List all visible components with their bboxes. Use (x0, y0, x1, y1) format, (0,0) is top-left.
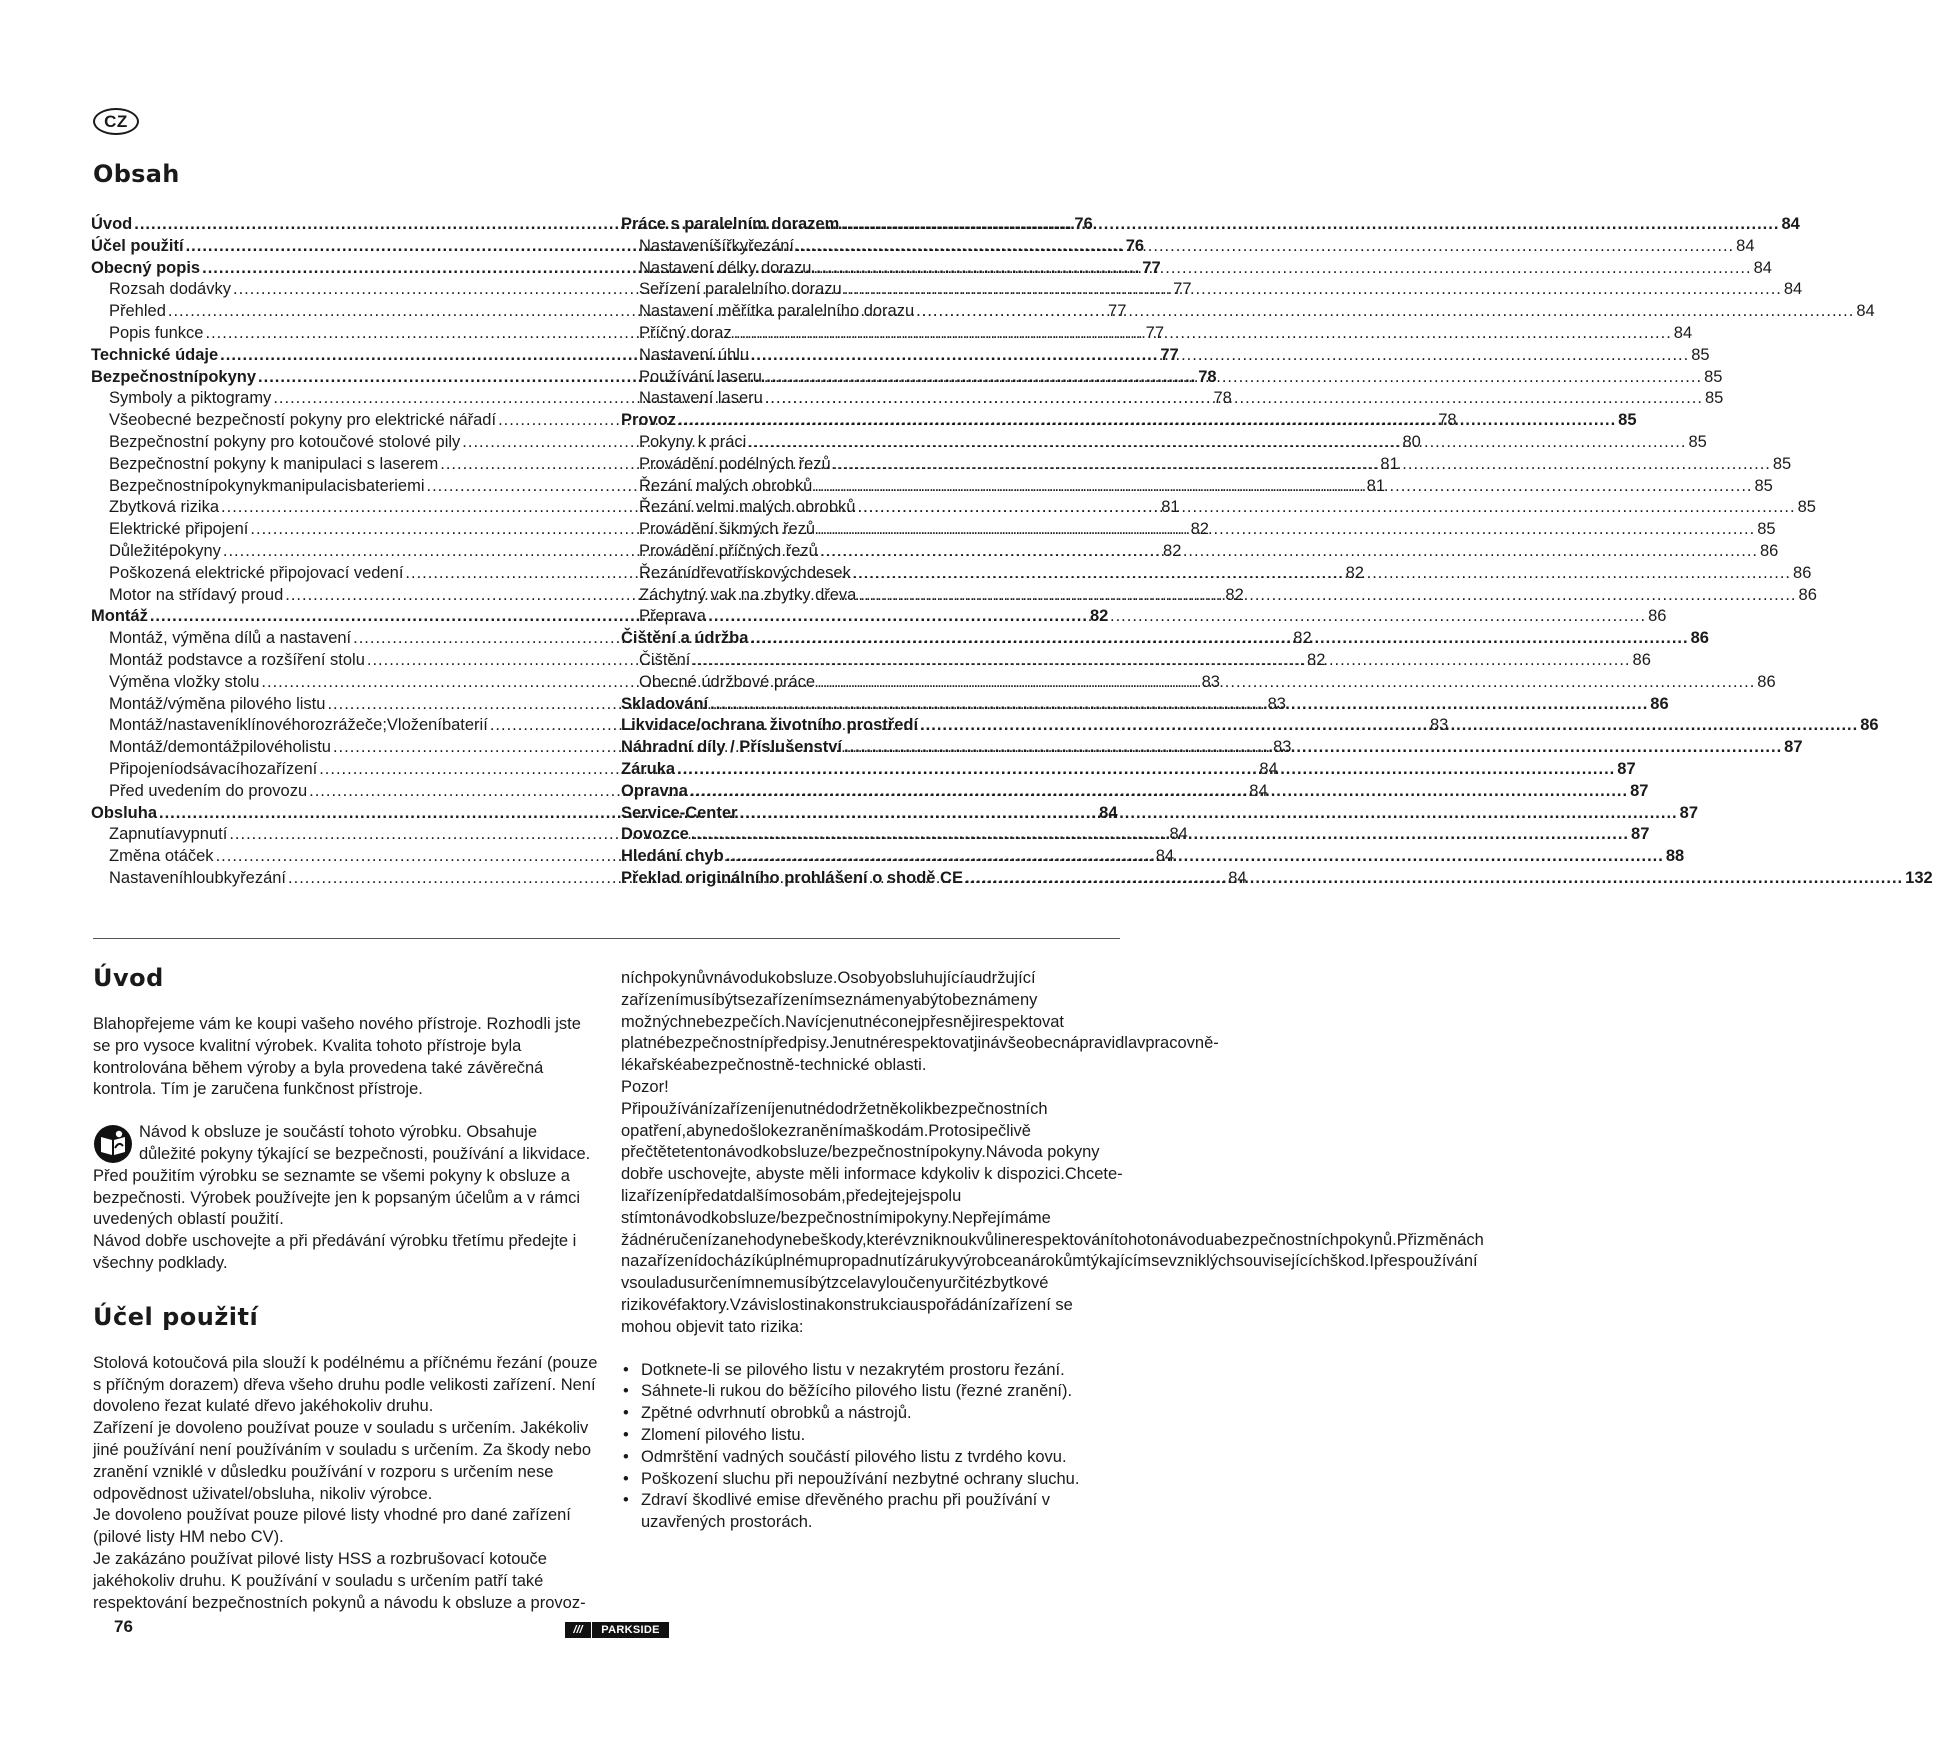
toc-leader-dots (817, 519, 1755, 541)
toc-entry-label: Service-Center (621, 803, 738, 822)
toc-entry-page: 87 (1631, 825, 1650, 844)
toc-entry-page: 86 (1760, 541, 1779, 560)
toc-entry-page: 85 (1704, 367, 1723, 386)
toc-leader-dots (748, 432, 1686, 454)
toc-entry-label: Dovozce (621, 825, 689, 844)
toc-leader-dots (678, 410, 1616, 432)
toc-entry-label: Překlad originálního prohlášení o shodě CE (621, 868, 963, 887)
toc-entry-label: Obecný popis (91, 258, 201, 277)
toc-entry-label: Řezání velmi malých obrobků (639, 498, 856, 517)
toc-entry-label: Řezání malých obrobků (639, 476, 813, 495)
toc-entry-page: 82 (1345, 563, 1364, 582)
toc-entry-page: 87 (1784, 738, 1803, 757)
toc-entry-label: Výměna vložky stolu (109, 672, 260, 691)
toc-entry[interactable] (621, 301, 1875, 323)
toc-entry-label: Technické údaje (91, 345, 219, 364)
instruction-note (93, 1122, 598, 1275)
toc-entry-label: Provoz (621, 411, 677, 430)
toc-entry-page: 83 (1201, 672, 1220, 691)
toc-entry-label: Montáž (91, 607, 148, 626)
toc-entry-page: 78 (1438, 411, 1457, 430)
toc-leader-dots (690, 781, 1628, 803)
toc-entry-page: 82 (1089, 607, 1109, 626)
toc-entry-label: Změna otáček (109, 847, 214, 866)
toc-entry-label: Rozsah dodávky (109, 280, 231, 299)
risk-item-text: Odmrštění vadných součástí pilového listu z tvrdého kovu. (641, 1447, 1067, 1466)
toc-entry-label: Přeprava (639, 607, 706, 626)
toc-entry-page: 85 (1688, 432, 1707, 451)
toc-entry-label: Likvidace/ochrana životního prostředí (621, 716, 919, 735)
toc-entry-page: 85 (1797, 498, 1816, 517)
toc-entry-page: 86 (1648, 607, 1667, 626)
ucel-p4: Je zakázáno používat pilové listy HSS a rozbrušovací kotouče jakéhokoliv druhu. K používání v souladu s určením patří také respektování bezpečnostních pokynů a návodu k obsluze a provoz- (93, 1549, 586, 1612)
toc-entry[interactable] (621, 803, 1698, 825)
risk-item (621, 1425, 1126, 1447)
toc-entry-page: 85 (1704, 389, 1724, 408)
risk-item-text: Sáhnete-li rukou do běžícího pilového listu (řezné zranění). (641, 1382, 1073, 1401)
toc-entry-page: 132 (1905, 868, 1933, 887)
toc-entry-label: Řezánídřevotřískovýchdesek (639, 563, 851, 582)
bullet-icon: • (623, 1382, 629, 1401)
toc-entry-page: 77 (1142, 258, 1161, 277)
toc-entry[interactable] (621, 214, 1800, 236)
right-p2: Připoužívánízařízeníjenutnédodržetněkolikbezpečnostních opatření,abynedošlokezraněnímaškodám.Protosipečlivě přečtětetentonávodkobsluze/bezpečnostnípokyny.Návoda pokyny dobře uschovejte, abyste měli informace kdykoliv k dispozici.Chcete-lizařízenípředatdalšímosobám,předejtejejspolu stímtonávodkobsluze/bezpečnostnímipokyny.Nepřejímáme žádnéručenízanehodynebeškody,kterévzniknoukvůlinerespektovánítohotonávoduabezpečnostníchpokynů.Přizměnách nazařízenídocházíkúplnémupropadnutízárukyvýrobceanárokůmtýkajícímsevzniklýchsouvisejícíchškod.Ipřespoužívání vsouladusurčenímnemusíbýtzcelavyloučenyurčitézbytkové rizikovéfaktory.Vzávislostinakonstrukciauspořádánízařízení se mohou objevit tato rizika: (621, 1099, 1484, 1336)
toc-entry-label: Příčný doraz (639, 323, 732, 342)
logo-text: PARKSIDE (591, 1622, 669, 1638)
toc-entry-page: 85 (1772, 454, 1792, 473)
uvod-intro: Blahopřejeme vám ke koupi vašeho nového přístroje. Rozhodli jste se pro vysoce kvalitní výrobek. Kvalita tohoto přístroje byla kontrolována během výroby a byla provedena také závěrečná kontrola. Tím je zaručena funkčnost přístroje. (93, 1015, 581, 1099)
ucel-p2: Zařízení je dovoleno používat pouze v souladu s určením. Jakékoliv jiné používání není používáním v souladu s určením. Za škody nebo zranění vzniklé v důsledku používání v rozporu s určením nese odpovědnost uživatel/obsluha, nikoliv výrobce. (93, 1419, 592, 1503)
toc-entry-label: Obecné údržbové práce (639, 672, 816, 691)
toc-leader-dots (677, 759, 1615, 781)
toc-entry-label: Motor na střídavý proud (109, 585, 284, 604)
toc-entry[interactable] (621, 606, 1667, 628)
toc-entry-page: 84 (1753, 258, 1772, 277)
toc-entry-page: 85 (1618, 411, 1637, 430)
ucel-p3: Je dovoleno používat pouze pilové listy vhodné pro dané zařízení (pilové listy HM nebo CV). (93, 1506, 571, 1547)
toc-entry-label: Důležitépokyny (109, 541, 221, 560)
toc-entry-label: Montáž/výměna pilového listu (109, 694, 326, 713)
toc-entry-label: Zbytková rizika (109, 498, 220, 517)
risk-item (621, 1360, 1126, 1382)
toc-entry-page: 84 (1169, 825, 1188, 844)
toc-entry-label: Montáž/nastaveníklínovéhorozrážeče;Vloženíbaterií (109, 716, 488, 735)
toc-entry-page: 84 (1736, 236, 1755, 255)
logo-slashes: /// (565, 1622, 591, 1638)
toc-leader-dots (751, 345, 1689, 367)
toc-leader-dots (710, 694, 1648, 716)
toc-entry-page: 84 (1259, 759, 1278, 778)
toc-entry-label: Čištění a údržba (621, 629, 749, 648)
page-number: 76 (114, 1617, 133, 1636)
toc-entry-page: 84 (1783, 280, 1803, 299)
risk-item-text: Zdraví škodlivé emise dřevěného prachu při používání v uzavřených prostorách. (641, 1491, 1051, 1532)
risk-item (621, 1469, 1126, 1491)
toc-entry-page: 77 (1108, 302, 1127, 321)
toc-leader-dots (820, 541, 1758, 563)
toc-entry-page: 77 (1145, 323, 1164, 342)
toc-entry-page: 84 (1099, 803, 1118, 822)
toc-entry-page: 84 (1249, 781, 1268, 800)
toc-entry-page: 82 (1307, 650, 1326, 669)
toc-leader-dots (691, 824, 1629, 846)
right-pozor: Pozor! (621, 1077, 669, 1096)
toc-leader-dots (796, 236, 1734, 258)
bullet-icon: • (623, 1360, 629, 1379)
toc-entry-page: 77 (1173, 280, 1192, 299)
toc-entry-page: 81 (1366, 476, 1386, 495)
heading-uvod: Úvod (93, 964, 164, 992)
bullet-icon: • (623, 1404, 629, 1423)
toc-entry-label: Seřízení paralelního dorazu (639, 280, 842, 299)
toc-entry-page: 82 (1190, 520, 1209, 539)
toc-entry-page: 76 (1074, 215, 1093, 233)
toc-entry-page: 77 (1160, 345, 1179, 364)
toc-entry-page: 87 (1617, 759, 1636, 778)
ucel-p1: Stolová kotoučová pila slouží k podélnému a příčnému řezání (pouze s příčným dorazem) dřeva všeho druhu podle velikosti zařízení. Není dovoleno řezat kulaté dřevo jakéhokoliv druhu. (93, 1353, 598, 1416)
toc-entry-label: Záruka (621, 759, 676, 778)
toc-entry-label: Symboly a piktogramy (109, 389, 272, 408)
toc-entry-label: Poškozená elektrické připojovací vedení (109, 563, 404, 582)
toc-entry-label: Nastavení délky dorazu (639, 258, 812, 277)
bullet-icon: • (623, 1425, 629, 1444)
toc-entry-label: Přehled (109, 302, 166, 321)
toc-entry-page: 85 (1754, 476, 1773, 495)
brand-logo (565, 1622, 669, 1638)
toc-entry-page: 84 (1781, 215, 1800, 233)
toc-entry-label: Nastaveníhloubkyřezání (109, 868, 287, 887)
toc-entry-label: Připojeníodsávacíhozařízení (109, 759, 318, 778)
toc-leader-dots (750, 628, 1688, 650)
toc-entry-page: 83 (1267, 694, 1286, 713)
risk-item-text: Zlomení pilového listu. (641, 1425, 806, 1444)
toc-leader-dots (813, 258, 1751, 280)
toc-title: Obsah (93, 160, 180, 188)
toc-entry-page: 81 (1380, 454, 1399, 473)
toc-entry-page: 83 (1273, 738, 1292, 757)
toc-entry-label: Skladování (621, 694, 709, 713)
toc-leader-dots (726, 846, 1664, 868)
toc-entry-label: Účel použití (91, 236, 184, 255)
toc-entry-page: 84 (1856, 302, 1875, 321)
toc-leader-dots (814, 476, 1752, 498)
toc-entry-page: 86 (1860, 716, 1879, 735)
toc-entry-page: 87 (1630, 781, 1649, 800)
toc-leader-dots (765, 388, 1703, 410)
toc-leader-dots (708, 606, 1646, 628)
toc-entry-label: Provádění podélných řezů (639, 454, 831, 473)
toc-entry-label: Bezpečnostní pokyny k manipulaci s laserem (109, 454, 439, 473)
toc-leader-dots (817, 672, 1755, 694)
toc-entry-label: Pokyny k práci (639, 432, 747, 451)
toc-entry-page: 88 (1665, 847, 1685, 866)
toc-entry-label: Nastaveníšířkyřezání (639, 236, 794, 255)
toc-leader-dots (734, 323, 1672, 345)
toc-entry-label: Nastavení laseru (639, 389, 763, 408)
toc-entry-page: 87 (1679, 803, 1698, 822)
toc-entry-label: Bezpečnostnípokynykmanipulacisbateriemi (109, 476, 425, 495)
toc-entry-page: 82 (1293, 629, 1312, 648)
toc-leader-dots (844, 279, 1782, 301)
toc-leader-dots (841, 214, 1779, 236)
risk-list (621, 1360, 1126, 1534)
toc-entry-label: Montáž podstavce a rozšíření stolu (109, 650, 365, 669)
toc-entry-label: Záchytný vak na zbytky dřeva (639, 585, 857, 604)
right-text-column (621, 968, 1484, 1534)
toc-entry-page: 86 (1632, 650, 1651, 669)
risk-item (621, 1447, 1126, 1469)
toc-entry-page: 86 (1650, 694, 1669, 713)
risk-item (621, 1403, 1126, 1425)
toc-leader-dots (764, 367, 1702, 389)
left-text-column (93, 964, 598, 1614)
toc-entry-label: Práce s paralelním dorazem (621, 215, 840, 233)
toc-entry-page: 84 (1673, 323, 1693, 342)
bullet-icon: • (623, 1469, 629, 1488)
toc-entry-label: Bezpečnostní pokyny pro kotoučové stolové pily (109, 432, 461, 451)
toc-leader-dots (920, 715, 1858, 737)
toc-entry-label: Všeobecné bezpečností pokyny pro elektrické nářadí (109, 411, 497, 430)
toc-entry-page: 82 (1225, 585, 1244, 604)
toc-entry-label: Montáž, výměna dílů a nastavení (109, 629, 352, 648)
risk-item (621, 1381, 1126, 1403)
toc-entry-label: Hledání chyb (621, 847, 724, 866)
toc-entry-label: Provádění šikmých řezů (639, 520, 816, 539)
language-badge: CZ (93, 108, 139, 135)
toc-leader-dots (853, 563, 1791, 585)
toc-entry-page: 86 (1757, 672, 1776, 691)
toc-entry-label: Elektrické připojení (109, 520, 249, 539)
toc-leader-dots (692, 650, 1630, 672)
toc-entry-page: 86 (1798, 585, 1817, 604)
risk-item-text: Dotknete-li se pilového listu v nezakrytém prostoru řezání. (641, 1360, 1065, 1379)
toc-entry-page: 80 (1402, 432, 1421, 451)
toc-entry-label: Opravna (621, 781, 688, 800)
toc-leader-dots (833, 454, 1771, 476)
toc-entry-page: 86 (1690, 629, 1709, 648)
toc-entry-page: 78 (1198, 367, 1217, 386)
toc-entry-label: Čištění (639, 650, 691, 669)
toc-entry-page: 85 (1757, 520, 1776, 539)
toc-entry-page: 83 (1429, 716, 1449, 735)
right-p1: níchpokynůvnávodukobsluze.Osobyobsluhujícíaudržující zařízenímusíbýtsezařízenímseznámenyabýtobeznámeny možnýchnebezpečích.Navícjenutnéconejpřesnějirespektovat platnébezpečnostnípředpisy.Jenutnérespektovatjinávšeobecnápravidlavpracovně-lékařskéabezpečnostně-technické oblasti. (621, 969, 1219, 1075)
toc-entry-label: Popis funkce (109, 323, 204, 342)
risk-item-text: Poškození sluchu při nepoužívání nezbytné ochrany sluchu. (641, 1469, 1080, 1488)
bullet-icon: • (623, 1447, 629, 1466)
toc-leader-dots (916, 301, 1854, 323)
uvod-note-2: Návod dobře uschovejte a při předávání výrobku třetímu předejte i všechny podklady. (93, 1232, 577, 1272)
toc-entry-page: 78 (1213, 389, 1232, 408)
toc-entry-label: Zapnutíavypnutí (109, 825, 228, 844)
toc-entry-label: Montáž/demontážpilovéholistu (109, 738, 331, 757)
heading-ucel: Účel použití (93, 1302, 259, 1331)
toc-leader-dots (857, 497, 1795, 519)
section-divider (93, 938, 1120, 939)
toc-entry-page: 81 (1161, 498, 1180, 517)
toc-entry-page: 84 (1155, 847, 1175, 866)
uvod-note: Návod k obsluze je součástí tohoto výrobku. Obsahuje důležité pokyny týkající se bezpečnosti, používání a likvidace. Před použitím výrobku se seznamte se všemi pokyny k obsluze a bezpečnosti. Výrobek používejte jen k popsaným účelům a v rámci uvedených oblastí použití. (93, 1123, 591, 1229)
risk-item-text: Zpětné odvrhnutí obrobků a nástrojů. (641, 1404, 912, 1423)
toc-entry-page: 86 (1793, 563, 1812, 582)
toc-entry-page: 85 (1691, 345, 1710, 364)
toc-entry-label: Obsluha (91, 803, 158, 822)
toc-entry-label: Bezpečnostnípokyny (91, 367, 257, 386)
toc-entry-label: Provádění příčných řezů (639, 541, 818, 560)
toc-leader-dots (844, 737, 1782, 759)
toc-leader-dots (858, 585, 1796, 607)
read-manual-icon (93, 1124, 133, 1164)
toc-entry-page: 82 (1163, 541, 1182, 560)
bullet-icon: • (623, 1491, 629, 1510)
toc-entry-label: Úvod (91, 215, 133, 233)
toc-leader-dots (965, 868, 1903, 890)
toc-entry-page: 76 (1125, 236, 1145, 255)
risk-item (621, 1490, 1126, 1534)
toc-entry-label: Používání laseru (639, 367, 762, 386)
toc-entry-label: Nastavení měřítka paralelního dorazu (639, 302, 915, 321)
toc-entry-label: Nastavení úhlu (639, 345, 750, 364)
toc-leader-dots (739, 803, 1677, 825)
toc-entry-label: Před uvedením do provozu (109, 781, 308, 800)
toc-entry-label: Náhradní díly / Příslušenství (621, 738, 842, 757)
toc-entry-page: 84 (1228, 868, 1247, 887)
